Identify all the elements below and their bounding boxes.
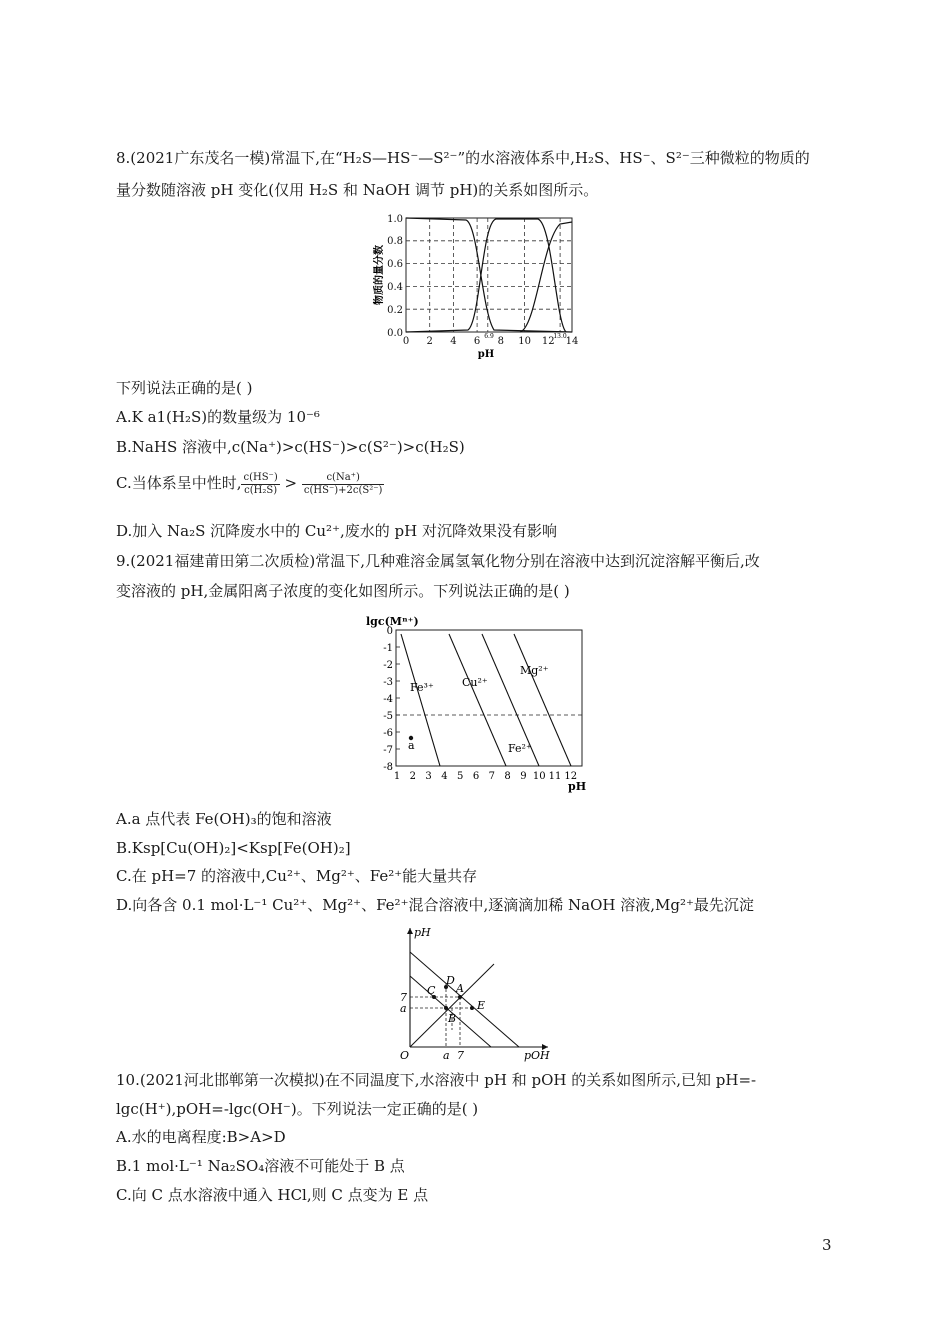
label-fe2: Fe²⁺ bbox=[508, 742, 532, 755]
q10-option-c: C.向 C 点水溶液中通入 HCl,则 C 点变为 E 点 bbox=[116, 1186, 429, 1204]
q8-option-c-prefix: C.当体系呈中性时, bbox=[116, 474, 242, 492]
species-fraction-chart bbox=[370, 212, 580, 362]
label-cu2: Cu²⁺ bbox=[462, 676, 488, 689]
chart1-frame bbox=[406, 218, 572, 332]
chart3-ylabel: pH bbox=[414, 926, 431, 939]
chart2-ytick: -4 bbox=[383, 694, 393, 705]
q9-line2: 变溶液的 pH,金属阳离子浓度的变化如图所示。下列说法正确的是( ) bbox=[116, 582, 570, 600]
q8-question: 下列说法正确的是( ) bbox=[116, 379, 253, 397]
chart2-xtick: 7 bbox=[488, 771, 495, 782]
q8-option-c bbox=[116, 470, 384, 497]
chart1-xtick: 2 bbox=[426, 336, 433, 347]
xtick-7: 7 bbox=[457, 1049, 464, 1062]
q9-option-d: D.向各含 0.1 mol·L⁻¹ Cu²⁺、Mg²⁺、Fe²⁺混合溶液中,逐滴滴加稀 NaOH 溶液,Mg²⁺最先沉淀 bbox=[116, 896, 754, 914]
chart2-xtick: 3 bbox=[425, 771, 432, 782]
fraction-hs-over-h2s bbox=[241, 472, 279, 497]
label-point-d: D bbox=[446, 974, 455, 987]
page-number: 3 bbox=[822, 1236, 832, 1254]
label-point-c: C bbox=[427, 984, 436, 997]
chart2-xtick: 5 bbox=[457, 771, 464, 782]
ytick-a: a bbox=[400, 1002, 407, 1015]
q9-option-c: C.在 pH=7 的溶液中,Cu²⁺、Mg²⁺、Fe²⁺能大量共存 bbox=[116, 867, 478, 885]
q10-line1: 10.(2021河北邯郸第一次模拟)在不同温度下,水溶液中 pH 和 pOH 的关系如图所示,已知 pH=- bbox=[116, 1071, 757, 1089]
chart2-xtick: 1 bbox=[393, 771, 401, 782]
ytick-7: 7 bbox=[400, 991, 407, 1004]
chart1-ytick: 0.8 bbox=[387, 236, 403, 247]
chart2-xtick: 10 bbox=[532, 771, 546, 782]
frac2-denominator: c(HS⁻)+2c(S²⁻) bbox=[303, 484, 383, 496]
chart2-xtick: 2 bbox=[409, 771, 416, 782]
cu2-line bbox=[449, 634, 506, 766]
chart1-xtick: 6 bbox=[473, 336, 481, 347]
chart1-xtick: 0 bbox=[402, 336, 410, 347]
label-fe3: Fe³⁺ bbox=[410, 681, 434, 694]
chart2-xtick: 11 bbox=[548, 771, 562, 782]
q9-line1: 9.(2021福建莆田第二次质检)常温下,几种难溶金属氢氧化物分别在溶液中达到沉淀溶解平衡后,改 bbox=[116, 552, 760, 570]
chart2-ytick: -8 bbox=[383, 762, 393, 773]
chart2-ytick: -5 bbox=[383, 711, 393, 722]
chart1-xtick: 14 bbox=[565, 336, 579, 347]
chart1-ytick: 0.4 bbox=[387, 282, 403, 293]
label-point-a: a bbox=[408, 739, 415, 752]
ph-axis-arrow bbox=[407, 928, 413, 934]
chart2-ytick: -2 bbox=[383, 660, 393, 671]
upper-neutral-line bbox=[410, 952, 519, 1047]
origin-label: O bbox=[400, 1049, 410, 1062]
q8-option-d: D.加入 Na₂S 沉降废水中的 Cu²⁺,废水的 pH 对沉降效果没有影响 bbox=[116, 522, 557, 540]
point-e-marker bbox=[470, 1006, 474, 1010]
label-point-b: B bbox=[448, 1012, 457, 1025]
chart2-ytick: -6 bbox=[383, 728, 393, 739]
frac1-denominator: c(H₂S) bbox=[244, 484, 278, 496]
q8-line1: 8.(2021广东茂名一模)常温下,在“H₂S—HS⁻—S²⁻”的水溶液体系中,H₂S、HS⁻、S²⁻三种微粒的物质的 bbox=[116, 149, 810, 167]
s2-curve bbox=[520, 222, 572, 332]
chart1-ytick: 0.0 bbox=[387, 328, 403, 339]
q8-line2: 量分数随溶液 pH 变化(仅用 H₂S 和 NaOH 调节 pH)的关系如图所示。 bbox=[116, 181, 599, 199]
chart1-xtick: 12 bbox=[541, 336, 555, 347]
q10-option-b: B.1 mol·L⁻¹ Na₂SO₄溶液不可能处于 B 点 bbox=[116, 1157, 405, 1175]
chart2-xlabel: pH bbox=[568, 780, 587, 793]
chart1-ytick: 1.0 bbox=[387, 214, 403, 225]
chart1-mark-6.9: 6.9 bbox=[484, 333, 494, 340]
chart2-ytick: -7 bbox=[383, 745, 393, 756]
chart1-xtick: 8 bbox=[497, 336, 504, 347]
label-point-e: E bbox=[477, 999, 486, 1012]
point-a-marker bbox=[458, 995, 462, 999]
chart1-mark-13.0: 13.0 bbox=[553, 333, 567, 340]
chart2-xtick: 9 bbox=[520, 771, 527, 782]
chart1-xtick: 4 bbox=[450, 336, 457, 347]
gt-sign: > bbox=[284, 474, 298, 492]
point-b-marker bbox=[444, 1006, 448, 1010]
ph-poh-chart bbox=[394, 922, 554, 1062]
h2s-curve bbox=[406, 218, 572, 332]
label-point-a: A bbox=[456, 982, 464, 995]
q10-option-a: A.水的电离程度:B>A>D bbox=[116, 1128, 286, 1146]
chart1-grid bbox=[406, 218, 572, 332]
chart1-ylabel: 物质的量分数 bbox=[374, 245, 385, 305]
label-mg2: Mg²⁺ bbox=[520, 664, 549, 677]
chart2-xtick: 6 bbox=[472, 771, 480, 782]
chart2-xtick: 4 bbox=[441, 771, 448, 782]
chart1-ytick: 0.6 bbox=[387, 259, 403, 270]
fraction-na-over-sum bbox=[302, 472, 385, 497]
frac1-numerator: c(HS⁻) bbox=[243, 471, 278, 483]
frac2-numerator: c(Na⁺) bbox=[302, 472, 385, 485]
q8-option-a: A.K a1(H₂S)的数量级为 10⁻⁶ bbox=[116, 408, 320, 426]
chart2-xtick: 12 bbox=[564, 771, 578, 782]
chart2-xtick: 8 bbox=[504, 771, 511, 782]
chart2-ytick: -3 bbox=[383, 677, 393, 688]
metal-ion-concentration-chart bbox=[364, 612, 588, 794]
xtick-a: a bbox=[443, 1049, 450, 1062]
chart3-xlabel: pOH bbox=[524, 1049, 550, 1062]
q8-option-b: B.NaHS 溶液中,c(Na⁺)>c(HS⁻)>c(S²⁻)>c(H₂S) bbox=[116, 438, 465, 456]
chart2-ytick: 0 bbox=[386, 626, 393, 637]
fe3-line bbox=[401, 634, 440, 766]
q9-option-a: A.a 点代表 Fe(OH)₃的饱和溶液 bbox=[116, 810, 332, 828]
q9-option-b: B.Ksp[Cu(OH)₂]<Ksp[Fe(OH)₂] bbox=[116, 839, 351, 857]
q10-line2: lgc(H⁺),pOH=-lgc(OH⁻)。下列说法一定正确的是( ) bbox=[116, 1100, 479, 1118]
chart1-xtick: 10 bbox=[518, 336, 531, 347]
chart1-xlabel: pH bbox=[477, 349, 495, 360]
chart2-ylabel: lgc(Mⁿ⁺) bbox=[366, 615, 419, 628]
chart2-ytick: -1 bbox=[383, 643, 393, 654]
chart1-ytick: 0.2 bbox=[387, 305, 403, 316]
